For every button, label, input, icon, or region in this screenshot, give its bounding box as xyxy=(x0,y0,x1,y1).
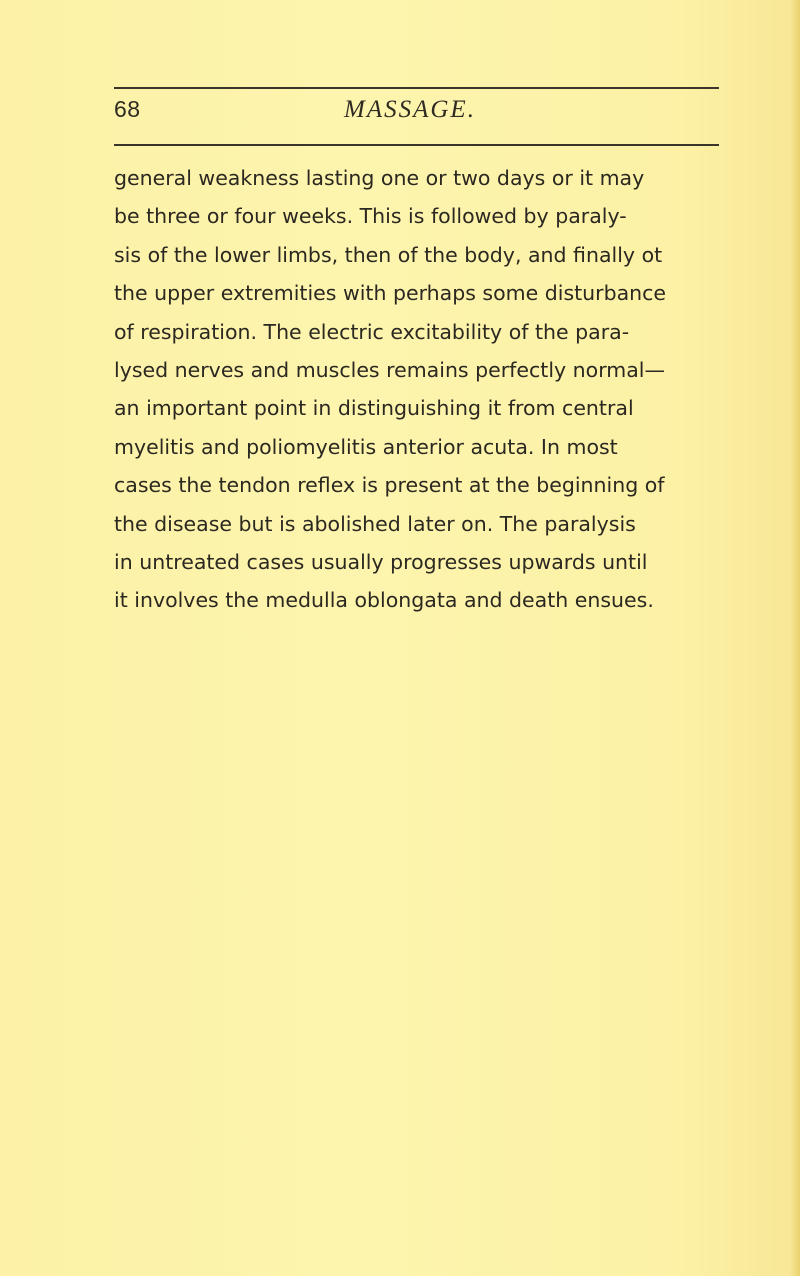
running-header xyxy=(114,96,719,136)
text-line: be three or four weeks. This is followed by paraly- xyxy=(114,204,627,229)
text-line: general weakness lasting one or two days or it may xyxy=(114,166,645,190)
page-number: 68 xyxy=(114,96,141,122)
text-line: in untreated cases usually progresses upwards until xyxy=(114,550,648,575)
text-line: the upper extremities with perhaps some disturbance xyxy=(114,281,667,306)
running-title: MASSAGE. xyxy=(344,96,476,123)
text-line: lysed nerves and muscles remains perfectly normal— xyxy=(114,358,665,383)
header-bottom-rule xyxy=(114,144,719,146)
text-line: myelitis and poliomyelitis anterior acuta. In most xyxy=(114,434,618,459)
text-line: it involves the medulla oblongata and death ensues. xyxy=(114,588,654,613)
text-line: the disease but is abolished later on. The paralysis xyxy=(114,511,636,536)
header-top-rule xyxy=(114,87,719,89)
text-line: of respiration. The electric excitability of the para- xyxy=(114,319,630,344)
text-line: an important point in distinguishing it from central xyxy=(114,396,634,421)
page-edge-shadow xyxy=(790,0,800,1276)
text-line: cases the tendon reflex is present at the beginning of xyxy=(114,473,665,498)
text-line: sis of the lower limbs, then of the body, and finally ot xyxy=(114,242,663,267)
body-paragraph xyxy=(114,159,726,620)
